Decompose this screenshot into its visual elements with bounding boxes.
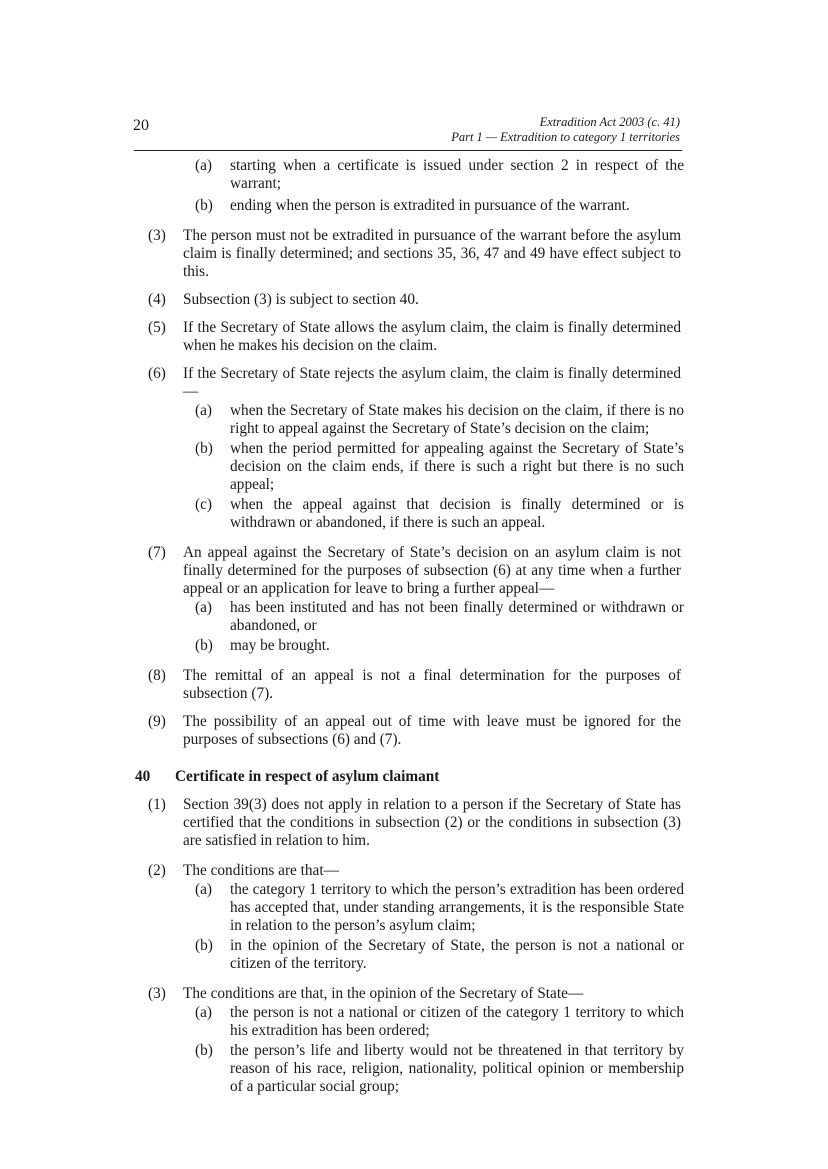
subsection [0, 667, 828, 703]
paragraph-text: when the period permitted for appealing against the Secretary of State’s decision on the claim ends, if there is such a right but there is no such appeal; [230, 440, 684, 493]
subsection [0, 291, 828, 309]
subsection [0, 227, 828, 281]
section-title: Certificate in respect of asylum claimant [175, 768, 440, 785]
subsection-number: (7) [148, 544, 166, 561]
paragraph [0, 637, 828, 655]
paragraph-label: (b) [195, 440, 213, 457]
paragraph-label: (c) [195, 496, 212, 513]
paragraph-label: (b) [195, 197, 213, 214]
paragraph-text: starting when a certificate is issued under section 2 in respect of the warrant; [230, 157, 684, 192]
section-number: 40 [135, 768, 151, 785]
subsection-text: Subsection (3) is subject to section 40. [183, 291, 419, 308]
subsection-text: Section 39(3) does not apply in relation to a person if the Secretary of State has certified that the conditions in subsection (2) or the conditions in subsection (3) are satisfied in relation to him. [183, 796, 681, 849]
paragraph-label: (a) [195, 157, 212, 174]
subsection [0, 985, 828, 1003]
subsection-number: (9) [148, 713, 166, 730]
paragraph [0, 440, 828, 494]
subsection-number: (3) [148, 985, 166, 1002]
paragraph-text: the person’s life and liberty would not be threatened in that territory by reason of his race, religion, nationality, political opinion or membership of a particular social group; [230, 1042, 684, 1095]
section-heading [0, 768, 828, 786]
header-rule [134, 150, 682, 151]
paragraph [0, 1004, 828, 1040]
page-number: 20 [133, 117, 149, 134]
paragraph-text: when the appeal against that decision is finally determined or is withdrawn or abandoned, if there is such an appeal. [230, 496, 684, 531]
paragraph-text: ending when the person is extradited in pursuance of the warrant. [230, 197, 630, 214]
paragraph-text: has been instituted and has not been finally determined or withdrawn or abandoned, or [230, 599, 684, 634]
paragraph-label: (b) [195, 1042, 213, 1059]
part-title: Part 1 — Extradition to category 1 territories [451, 130, 680, 144]
paragraph [0, 157, 828, 193]
subsection-text: The conditions are that— [183, 862, 339, 879]
subsection-number: (8) [148, 667, 166, 684]
subsection-text: The person must not be extradited in pursuance of the warrant before the asylum claim is finally determined; and sections 35, 36, 47 and 49 have effect subject to this. [183, 227, 681, 280]
act-title: Extradition Act 2003 (c. 41) [539, 115, 680, 129]
subsection-number: (4) [148, 291, 166, 308]
paragraph [0, 402, 828, 438]
paragraph-text: the person is not a national or citizen of the category 1 territory to which his extradition has been ordered; [230, 1004, 684, 1039]
subsection-text: If the Secretary of State rejects the asylum claim, the claim is finally determined— [183, 365, 681, 400]
subsection [0, 365, 828, 401]
paragraph-text: may be brought. [230, 637, 330, 654]
subsection-number: (3) [148, 227, 166, 244]
subsection-text: The remittal of an appeal is not a final determination for the purposes of subsection (7). [183, 667, 681, 702]
subsection-text: The possibility of an appeal out of time with leave must be ignored for the purposes of subsections (6) and (7). [183, 713, 681, 748]
paragraph [0, 1042, 828, 1096]
paragraph-label: (b) [195, 637, 213, 654]
subsection [0, 544, 828, 598]
subsection [0, 862, 828, 880]
paragraph-label: (b) [195, 937, 213, 954]
subsection-number: (6) [148, 365, 166, 382]
subsection-text: An appeal against the Secretary of State’s decision on an asylum claim is not finally determined for the purposes of subsection (6) at any time when a further appeal or an application for leave to bring a further appeal— [183, 544, 681, 597]
paragraph-label: (a) [195, 881, 212, 898]
paragraph-text: when the Secretary of State makes his decision on the claim, if there is no right to appeal against the Secretary of State’s decision on the claim; [230, 402, 684, 437]
subsection [0, 713, 828, 749]
paragraph [0, 881, 828, 935]
paragraph-label: (a) [195, 599, 212, 616]
paragraph [0, 197, 828, 215]
running-head [451, 115, 680, 145]
subsection-number: (1) [148, 796, 166, 813]
subsection-text: The conditions are that, in the opinion of the Secretary of State— [183, 985, 584, 1002]
subsection [0, 319, 828, 355]
paragraph [0, 937, 828, 973]
paragraph-text: in the opinion of the Secretary of State, the person is not a national or citizen of the territory. [230, 937, 684, 972]
paragraph-label: (a) [195, 1004, 212, 1021]
subsection [0, 796, 828, 850]
paragraph [0, 599, 828, 635]
paragraph-label: (a) [195, 402, 212, 419]
page-body [0, 157, 828, 1096]
subsection-number: (2) [148, 862, 166, 879]
paragraph-text: the category 1 territory to which the person’s extradition has been ordered has accepted that, under standing arrangements, it is the responsible State in relation to the person’s asylum claim; [230, 881, 684, 934]
paragraph [0, 496, 828, 532]
subsection-text: If the Secretary of State allows the asylum claim, the claim is finally determined when he makes his decision on the claim. [183, 319, 681, 354]
subsection-number: (5) [148, 319, 166, 336]
